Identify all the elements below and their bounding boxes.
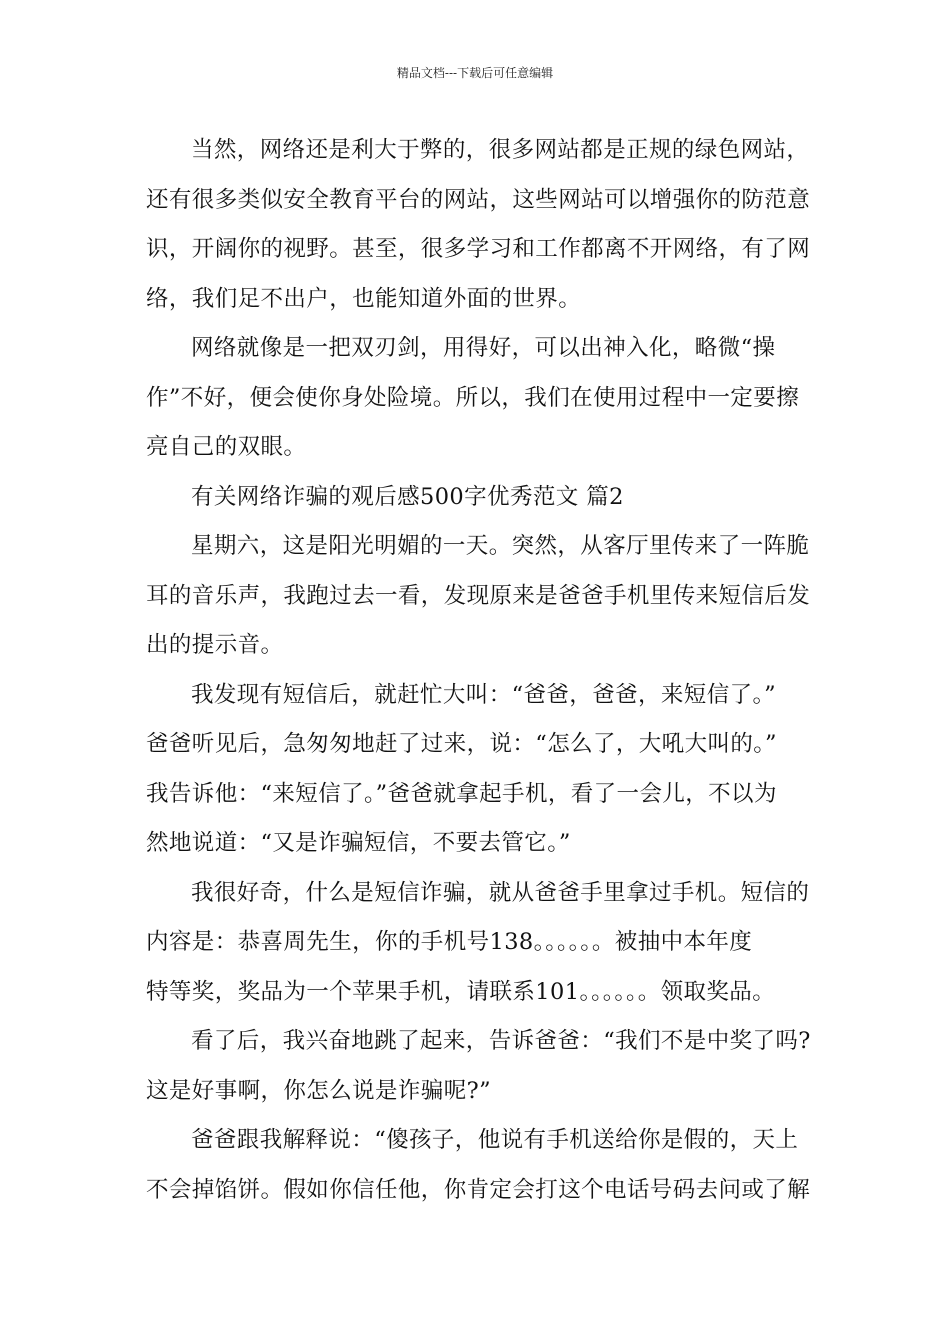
text-line: 内容是：恭喜周先生，你的手机号138。。。。。。被抽中本年度 (146, 929, 753, 955)
text-line: 作”不好，便会使你身处险境。所以，我们在使用过程中一定要擦 (146, 384, 800, 411)
text-line: 耳的音乐声，我跑过去一看，发现原来是爸爸手机里传来短信后发 (146, 582, 811, 609)
section-title: 有关网络诈骗的观后感500字优秀范文 篇2 (191, 483, 624, 510)
text-line: 当然，网络还是利大于弊的，很多网站都是正规的绿色网站， (191, 137, 810, 163)
text-line: 然地说道：“又是诈骗短信，不要去管它。” (146, 830, 571, 856)
paragraph (146, 671, 806, 869)
document-body (146, 126, 811, 1215)
paragraph (146, 1017, 811, 1116)
text-line: 特等奖，奖品为一个苹果手机，请联系101。。。。。。领取奖品。 (146, 978, 776, 1005)
text-line: 星期六，这是阳光明媚的一天。突然，从客厅里传来了一阵脆 (191, 533, 810, 559)
paragraph (146, 869, 810, 1018)
text-line: 我告诉他：“来短信了。”爸爸就拿起手机，看了一会儿，不以为 (146, 780, 777, 807)
text-line: 还有很多类似安全教育平台的网站，这些网站可以增强你的防范意 (146, 186, 811, 213)
paragraph (146, 522, 811, 671)
text-line: 爸爸跟我解释说：“傻孩子，他说有手机送给你是假的，天上 (191, 1127, 799, 1153)
text-line: 看了后，我兴奋地跳了起来，告诉爸爸：“我们不是中奖了吗? (191, 1028, 811, 1054)
text-line: 出的提示音。 (146, 632, 284, 658)
text-line: 这是好事啊，你怎么说是诈骗呢?” (146, 1077, 491, 1104)
text-line: 亮自己的双眼。 (146, 434, 307, 460)
paragraph (146, 1116, 811, 1215)
text-line: 不会掉馅饼。假如你信任他，你肯定会打这个电话号码去问或了解 (146, 1176, 811, 1203)
paragraph (146, 126, 811, 324)
text-line: 络，我们足不出户，也能知道外面的世界。 (146, 285, 582, 312)
text-line: 网络就像是一把双刃剑，用得好，可以出神入化，略微“操 (191, 335, 776, 361)
page-header: 精品文档---下载后可任意编辑 (396, 66, 554, 80)
text-line: 爸爸听见后，急匆匆地赶了过来，说：“怎么了，大吼大叫的。” (146, 731, 777, 757)
text-line: 我很好奇，什么是短信诈骗，就从爸爸手里拿过手机。短信的 (191, 879, 810, 906)
text-line: 识，开阔你的视野。甚至，很多学习和工作都离不开网络，有了网 (146, 236, 811, 262)
paragraph (146, 324, 806, 473)
text-line: 我发现有短信后，就赶忙大叫：“爸爸，爸爸，来短信了。” (191, 681, 777, 708)
